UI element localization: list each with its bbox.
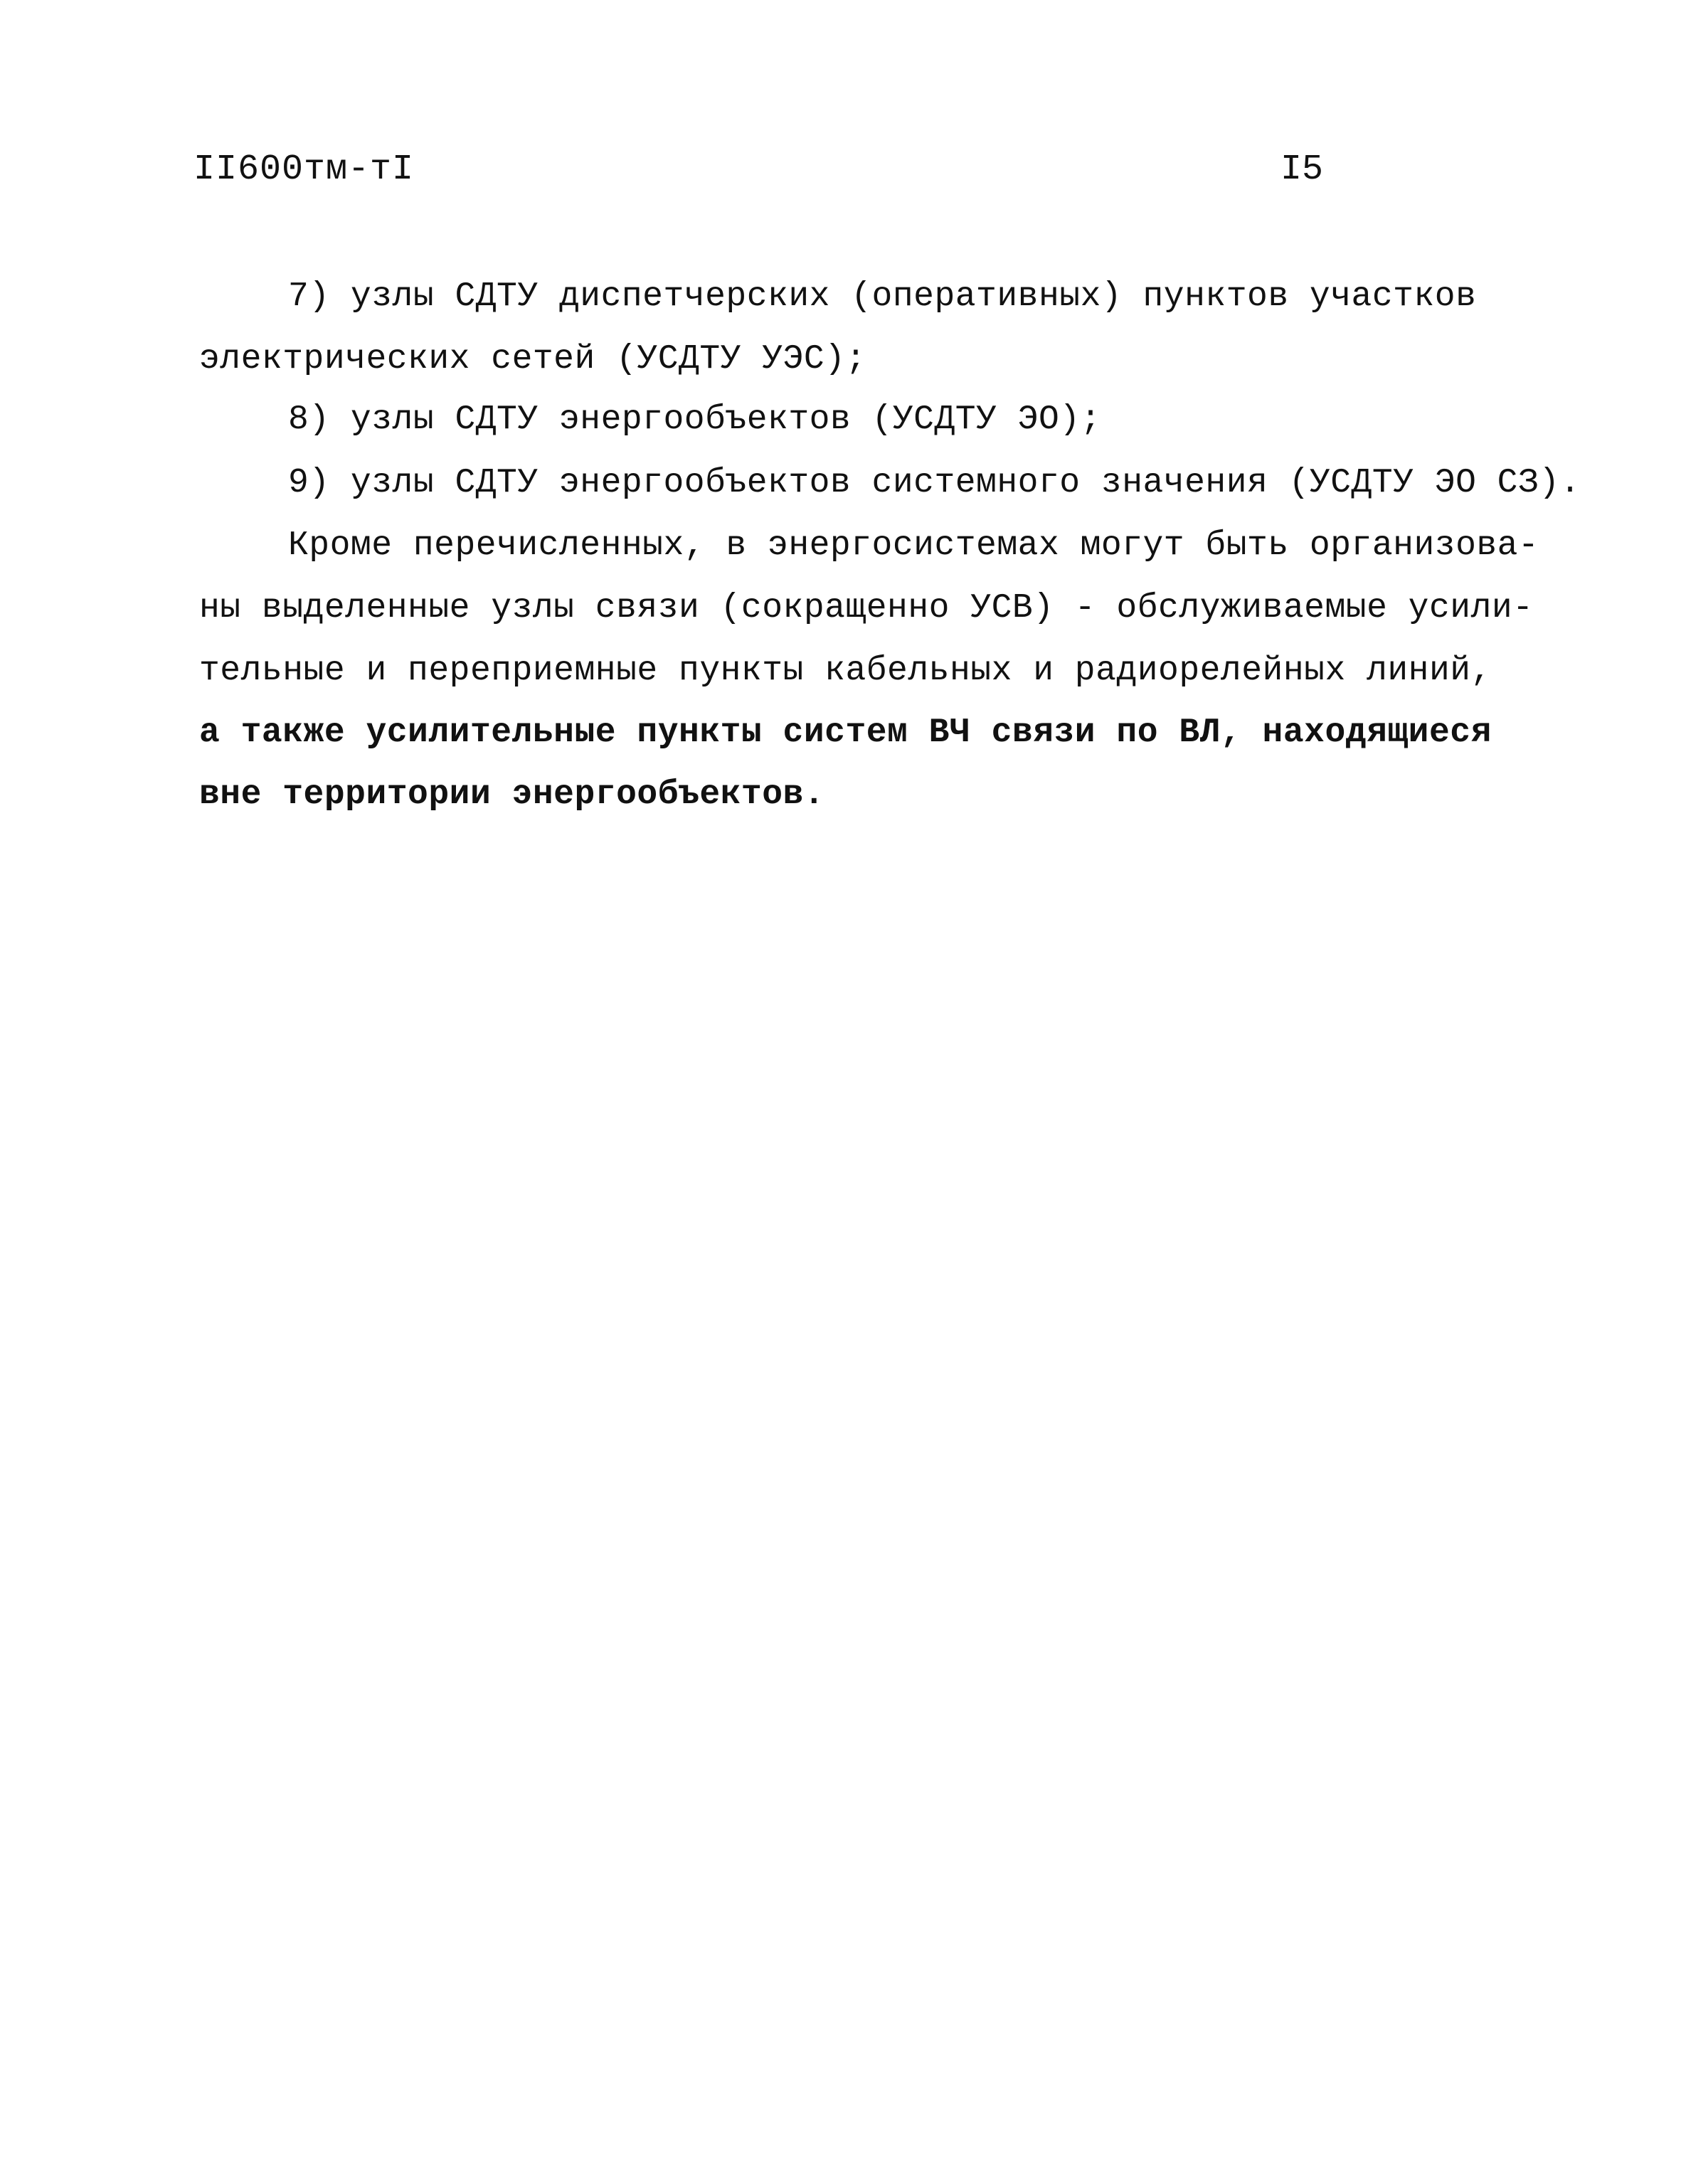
paragraph-line-5: вне территории энергообъектов. [199,775,825,814]
paragraph-line-3: тельные и переприемные пункты кабельных и радиорелейных линий, [199,652,1492,690]
list-item-8: 8) узлы СДТУ энергообъектов (УСДТУ ЭО); [288,401,1101,439]
list-item-7-line-2: электрических сетей (УСДТУ УЭС); [199,340,866,378]
paragraph-line-1: Кроме перечисленных, в энергосистемах могут быть организова- [288,526,1539,565]
list-item-9: 9) узлы СДТУ энергообъектов системного значения (УСДТУ ЭО СЗ). [288,464,1581,502]
document-code: II600тм-тI [193,149,415,190]
paragraph-line-2: ны выделенные узлы связи (сокращенно УСВ) - обслуживаемые усили- [199,589,1534,627]
page-number: I5 [1280,149,1324,190]
paragraph-line-4: а также усилительные пункты систем ВЧ связи по ВЛ, находящиеся [199,714,1492,752]
list-item-7-line-1: 7) узлы СДТУ диспетчерских (оперативных) пунктов участков [288,277,1477,316]
